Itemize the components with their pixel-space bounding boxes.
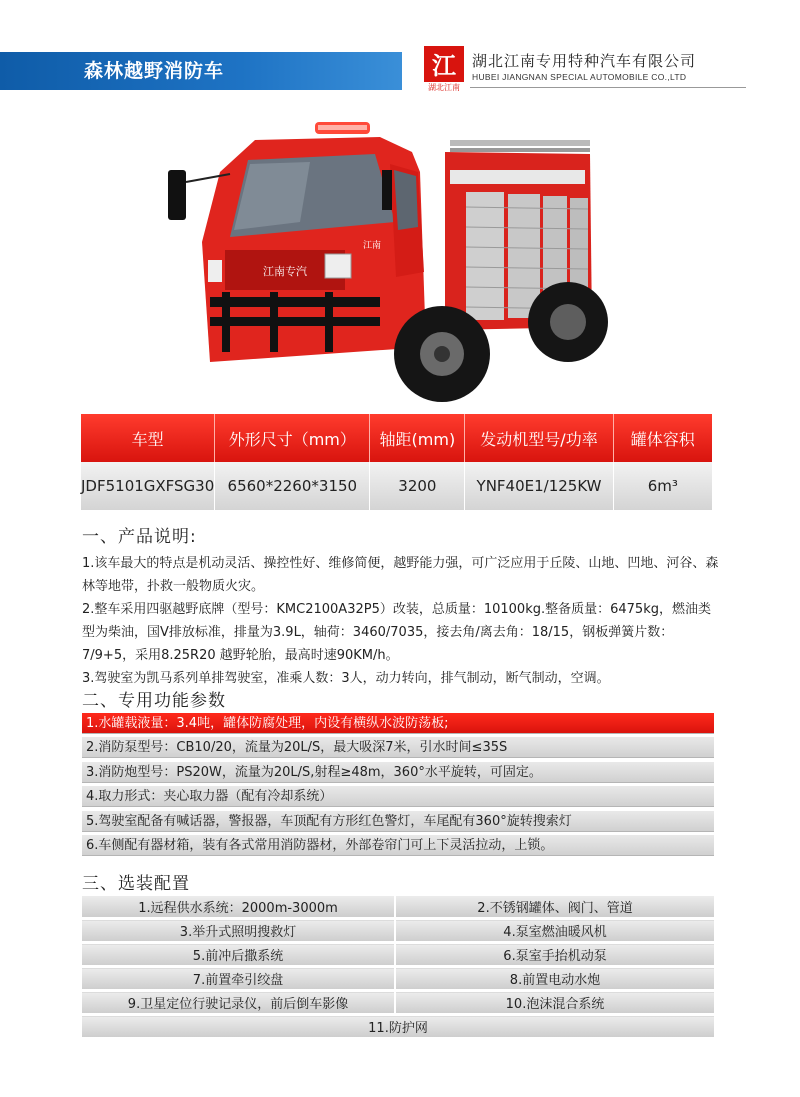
options-row — [82, 896, 714, 919]
product-description — [82, 552, 722, 690]
description-paragraph: 3.驾驶室为凯马系列单排驾驶室，准乘人数：3人，动力转向，排气制动，断气制动，空调。 — [82, 671, 610, 686]
function-item: 5.驾驶室配备有喊话器，警报器，车顶配有方形红色警灯，车尾配有360°旋转搜索灯 — [82, 811, 714, 832]
door-text: 江南 — [362, 241, 382, 251]
option-item: 8.前置电动水炮 — [395, 967, 714, 991]
spec-header-wheelbase: 轴距(mm) — [370, 414, 465, 462]
option-item: 3.举升式照明搜救灯 — [82, 919, 395, 943]
description-paragraph: 2.整车采用四驱越野底牌（型号：KMC2100A32P5）改装，总质量：10100kg.整备质量：6475kg，燃油类型为柴油，国V排放标准，排量为3.9L，轴荷：3460/7035，接去角/离去角：18/15，钢板弹簧片数：7/9+5，采用8.25R20 越野轮胎，最高时速90KM/h。 — [82, 602, 711, 663]
spec-header-dimensions: 外形尺寸（mm） — [215, 414, 370, 462]
options-row — [82, 967, 714, 991]
logo-char: 江 — [432, 52, 456, 80]
function-item: 6.车侧配有器材箱，装有各式常用消防器材，外部卷帘门可上下灵活拉动，上锁。 — [82, 835, 714, 856]
spec-table — [81, 414, 712, 510]
spec-header-row — [81, 414, 712, 462]
spec-engine: YNF40E1/125KW — [465, 462, 613, 510]
spec-dimensions: 6560*2260*3150 — [215, 462, 370, 510]
spec-value-row — [81, 462, 712, 510]
option-item: 7.前置牵引绞盘 — [82, 967, 395, 991]
page-title: 森林越野消防车 — [84, 60, 225, 82]
option-item: 9.卫星定位行驶记录仪，前后倒车影像 — [82, 991, 395, 1015]
function-list — [82, 713, 714, 859]
option-item: 1.远程供水系统：2000m-3000m — [82, 896, 395, 919]
company-name-en: HUBEI JIANGNAN SPECIAL AUTOMOBILE CO.,LTD — [472, 72, 687, 82]
options-row — [82, 943, 714, 967]
option-item: 5.前冲后撒系统 — [82, 943, 395, 967]
option-item: 11.防护网 — [82, 1015, 714, 1039]
spec-wheelbase: 3200 — [370, 462, 465, 510]
option-item: 4.泵室燃油暖风机 — [395, 919, 714, 943]
option-item: 2.不锈钢罐体、阀门、管道 — [395, 896, 714, 919]
option-item: 10.泡沫混合系统 — [395, 991, 714, 1015]
function-item: 3.消防炮型号：PS20W，流量为20L/S,射程≥48m，360°水平旋转，可固定。 — [82, 762, 714, 783]
function-item: 4.取力形式：夹心取力器（配有冷却系统） — [82, 786, 714, 807]
function-item: 1.水罐载液量：3.4吨，罐体防腐处理，内设有横纵水波防荡板; — [82, 713, 714, 734]
option-item: 6.泵室手抬机动泵 — [395, 943, 714, 967]
options-table — [82, 896, 714, 1040]
company-logo — [424, 46, 464, 92]
description-paragraph: 1.该车最大的特点是机动灵活、操控性好、维修简便，越野能力强，可广泛应用于丘陵、山地、凹地、河谷、森林等地带，扑救一般物质火灾。 — [82, 556, 719, 594]
grille-text: 江南专汽 — [263, 265, 307, 278]
options-row — [82, 919, 714, 943]
header-divider — [470, 87, 746, 88]
section-options-heading: 三、选装配置 — [82, 874, 190, 894]
spec-header-engine: 发动机型号/功率 — [465, 414, 613, 462]
logo-text: 湖北江南 — [428, 83, 460, 92]
function-item: 2.消防泵型号：CB10/20，流量为20L/S，最大吸深7米，引水时间≤35S — [82, 737, 714, 758]
rear-wheel — [528, 282, 608, 362]
section-function-heading: 二、专用功能参数 — [82, 691, 226, 711]
spec-header-model: 车型 — [81, 414, 215, 462]
spec-header-tank: 罐体容积 — [613, 414, 712, 462]
options-row — [82, 991, 714, 1015]
spec-tank: 6m³ — [613, 462, 712, 510]
section-product-heading: 一、产品说明: — [82, 527, 197, 547]
options-row — [82, 1015, 714, 1039]
fire-truck-image — [150, 112, 630, 412]
spec-model: JDF5101GXFSG30 — [81, 462, 215, 510]
front-wheel — [394, 306, 490, 402]
company-name-cn: 湖北江南专用特种汽车有限公司 — [472, 52, 697, 70]
